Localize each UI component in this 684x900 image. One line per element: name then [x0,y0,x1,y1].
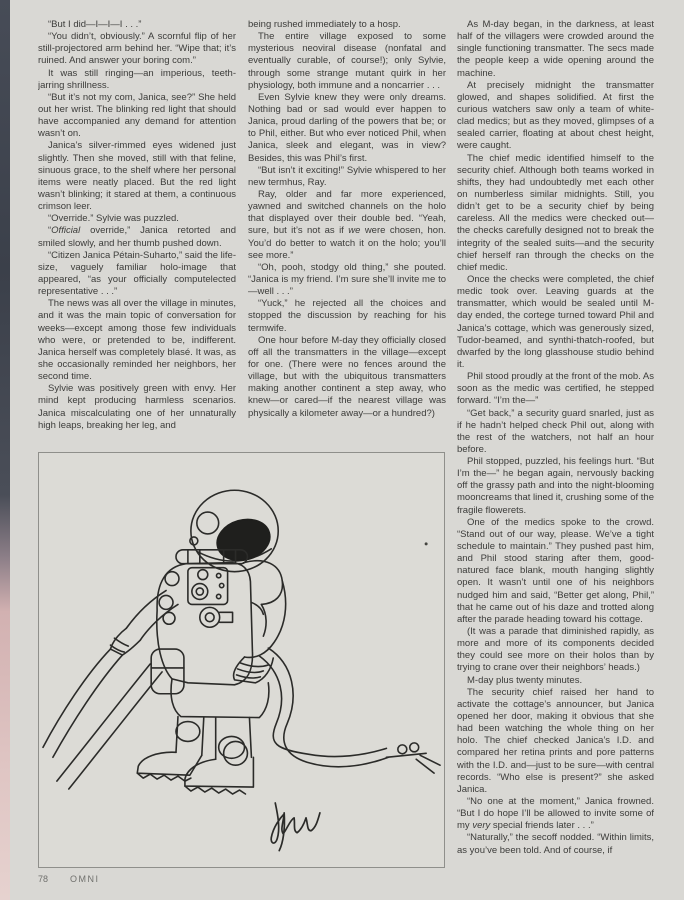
paragraph: “Override.” Sylvie was puzzled. [48,213,179,225]
paragraph: “Official override,” Janica retorted and smiled slowly, and her thumb pushed down. [38,225,236,249]
paragraph: Sylvie was positively green with envy. Her mind kept producing harmless scenarios. Janica miscalculating one of her unnaturally high leaps, breaking her leg, and [38,383,236,431]
scan-speck [425,542,428,545]
paragraph: The news was all over the village in minutes, and it was the main topic of conversation for weeks—except among those few individuals who were, or pretended to be, indifferent. Janica herself was completely blasé. It was, as she occasionally reminded her neighbors, her second time. [38,298,236,383]
paragraph: “No one at the moment,” Janica frowned. “But I do hope I’ll be allowed to invite some of my very special friends later . . .” [457,796,654,832]
paragraph: The security chief raised her hand to activate the cottage’s announcer, but Janica opened her door, making it obvious that she had been watching the whole thing on her holo. The chief checked Janica’s I.D. and compared her retina prints and pore patterns with the I.D. and—just to be sure—with central records. “Who else is present?” she asked Janica. [457,686,654,795]
paragraph: “Yuck,” he rejected all the choices and stopped the discussion by reaching for his termwife. [248,298,446,334]
text-column-right [457,19,654,895]
astronaut-line-drawing [39,453,444,867]
paragraph: At precisely midnight the transmatter glowed, and shapes solidified. At first the curious watchers saw only a team of white-clad medics; but as they moved, glimpses of a sealed carrier, floating at about chest height, were caught. [457,79,654,152]
paragraph: Ray, older and far more experienced, yawned and switched channels on the holo that displayed over their double bed. “Yeah, sure, but it’s not as if we were chosen, hon. You’d do better to watch it on the holo; you’ll see more.” [248,188,446,261]
paragraph: “Citizen Janica Pétain-Suharto,” said the life-size, vaguely familiar holo-image that appeared, “as your officially computelected representative . . .” [38,249,236,298]
page-folio [38,874,100,884]
artist-signature [271,803,320,843]
hose-plug-head [398,745,407,754]
hose-left [43,649,111,747]
visor [212,513,274,566]
text-column-left [38,19,236,452]
paragraph: “Naturally,” the secoff nodded. “Within limits, as you’ve been told. And of course, if [457,832,654,856]
paragraph: “Oh, pooh, stodgy old thing,” she pouted. “Janica is my friend. I’m sure she’ll invite me to—well . . .” [248,261,446,298]
paragraph: being rushed immediately to a hosp. [248,19,401,30]
astronaut-illustration-box [38,452,445,868]
paragraph: Phil stood proudly at the front of the mob. As soon as the medic was certified, he stepped forward. “I’m the—” [457,371,654,407]
paragraph: “But I did—I—I—I . . .” [48,19,142,30]
paragraph: The chief medic identified himself to the security chief. Although both teams worked in shifts, they had undoubtedly met each other on numberless similar midnights. Still, you didn’t get to be a security chief by being careless. All the medics were checked out—the checks carefully designed not to break the integrity of the sealed suits—and the security chief herself ran through the checks on the chief medic. [457,152,654,273]
text-column-middle [248,19,446,452]
page-number: 78 [38,874,49,884]
paragraph: M-day plus twenty minutes. [467,674,583,686]
paragraph: One of the medics spoke to the crowd. “Stand out of our way, please. We’ve a tight schedule to maintain.” They pushed past him, and Phil stood staring after them, good-natured face blank, mouth hanging slightly open. It wasn’t until one of his neighbors nudged him and said, “Better get along, Phil,” that he came out of his daze and trotted along after the parade heading toward his cottage. [457,516,654,625]
paragraph: Once the checks were completed, the chief medic took over. Leaving guards at the transmatter, which would be sealed until M-day ended, the cortege turned toward Phil and Janica’s cottage, which was generously sized, Tudor-beamed, and synthi-thatch-roofed, but dwarfed by the long glasshouse studio behind it. [457,273,654,370]
paragraph: Even Sylvie knew they were only dreams. Nothing bad or sad would ever happen to Janica, proud darling of the powers that be; or to Phil, either. But who ever noticed Phil, when Janica, sleek and elegant, was in view? Besides, this was Phil’s first. [248,91,446,164]
paragraph: The entire village exposed to some mysterious neoviral disease (nonfatal and eventually curable, of course!); only Sylvie, through some strange mutant quirk in her physiology, both immune and a noncarrier . . . [248,31,446,91]
paragraph: Phil stopped, puzzled, his feelings hurt. “But I’m the—” he began again, nervously backing off the grassy path and into the night-blooming mooncreams that lined it, crushing some of the fragile flowerets. [457,456,654,516]
paragraph: (It was a parade that diminished rapidly, as more and more of its components decided they could see more on their holos than by trying to crane over their neighbors’ heads.) [457,626,654,674]
paragraph: As M-day began, in the darkness, at least half of the villagers were crowded around the single functioning transmatter. The secs made the people keep a wide opening around the machine. [457,19,654,79]
paragraph: One hour before M-day they officially closed off all the transmatters in the village—except for one. (There were no fences around the village, but with the ubiquitous transmatters making another continent a step away, who knew—or cared—if the nearest village was physically a kilometer away—or a hundred?) [248,334,446,419]
scan-edge-strip [0,0,10,900]
paragraph: Janica’s silver-rimmed eyes widened just slightly. Then she moved, still with that feline, sinuous grace, to the shelf where her personal items were neatly placed. But the red light wasn’t blinking; it stared at them, a continuous crimson leer. [38,140,236,213]
paragraph: “But isn’t it exciting!” Sylvie whispered to her new termhus, Ray. [248,164,446,188]
paragraph: It was still ringing—an imperious, teeth-jarring shrillness. [38,67,236,91]
paragraph: “Get back,” a security guard snarled, just as if he hadn’t helped check Phil out, along with the rest of the watchers, not half an hour before. [457,407,654,455]
paragraph: “But it’s not my com, Janica, see?” She held out her wrist. The blinking red light that should have accompanied any demand for attention wasn’t on. [38,91,236,140]
paragraph: “You didn’t, obviously.” A scornful flip of her still-projectored arm behind her. “Wipe that; it’s ruined. And answer your boring com.” [38,31,236,67]
magazine-name: OMNI [70,874,100,884]
